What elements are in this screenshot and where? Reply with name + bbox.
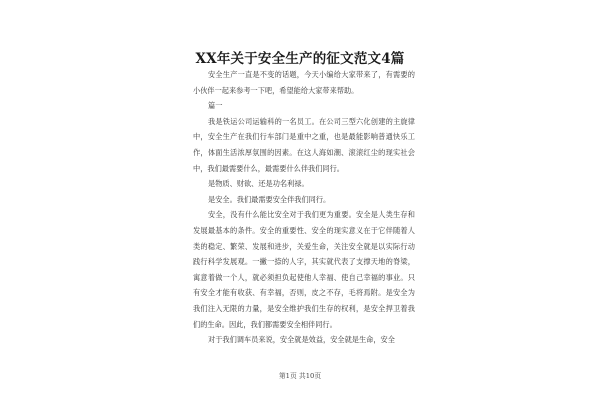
intro-paragraph: 安全生产一直是不变的话题，今天小编给大家带来了，有需要的小伙伴一起来参考一下吧，希望能给大家带来帮助。: [193, 70, 415, 95]
document-title: XX年关于安全生产的征文范文4篇: [195, 51, 405, 67]
page-number-footer: 第1页 共10页: [278, 372, 322, 380]
body-paragraph: 对于我们调车员来说，安全就是效益，安全就是生命，安全: [208, 335, 395, 345]
section-heading: 篇一: [208, 101, 223, 111]
body-paragraph: 我是铁运公司运输科的一名员工。在公司三型六化创建的主旋律中，安全生产在我们行车部门是重中之重，也是最能影响普通快乐工作，体面生活浓厚氛围的因素。在这人海如潮、滚滚红尘的现实社会中，我们最需要什么，最需要什么伴我们同行。: [193, 116, 415, 173]
body-paragraph: 是物质、财欲、还是功名利禄。: [208, 179, 309, 189]
body-paragraph: 是安全。我们最需要安全伴我们同行。: [208, 194, 331, 204]
body-paragraph: 安全，没有什么能比安全对于我们更为重要。安全是人类生存和发展最基本的条件。安全的重要性、安全的现实意义在于它伴随着人类的稳定、繁荣、发展和进步，关爱生命，关注安全就是以实际行动践行科学发展观。一撇一捺的人字，其实就代表了支撑天地的脊梁，寓意着做一个人，就必须担负起使他人幸福、使自己幸福的事业。只有安全才能有收获、有幸福，否则，皮之不存，毛将焉附。是安全为我们注入无限的力量，是安全维护我们生存的权利，是安全捍卫着我们的生命。因此，我们都需要安全相伴同行。: [193, 210, 415, 329]
document-body: [193, 67, 415, 348]
